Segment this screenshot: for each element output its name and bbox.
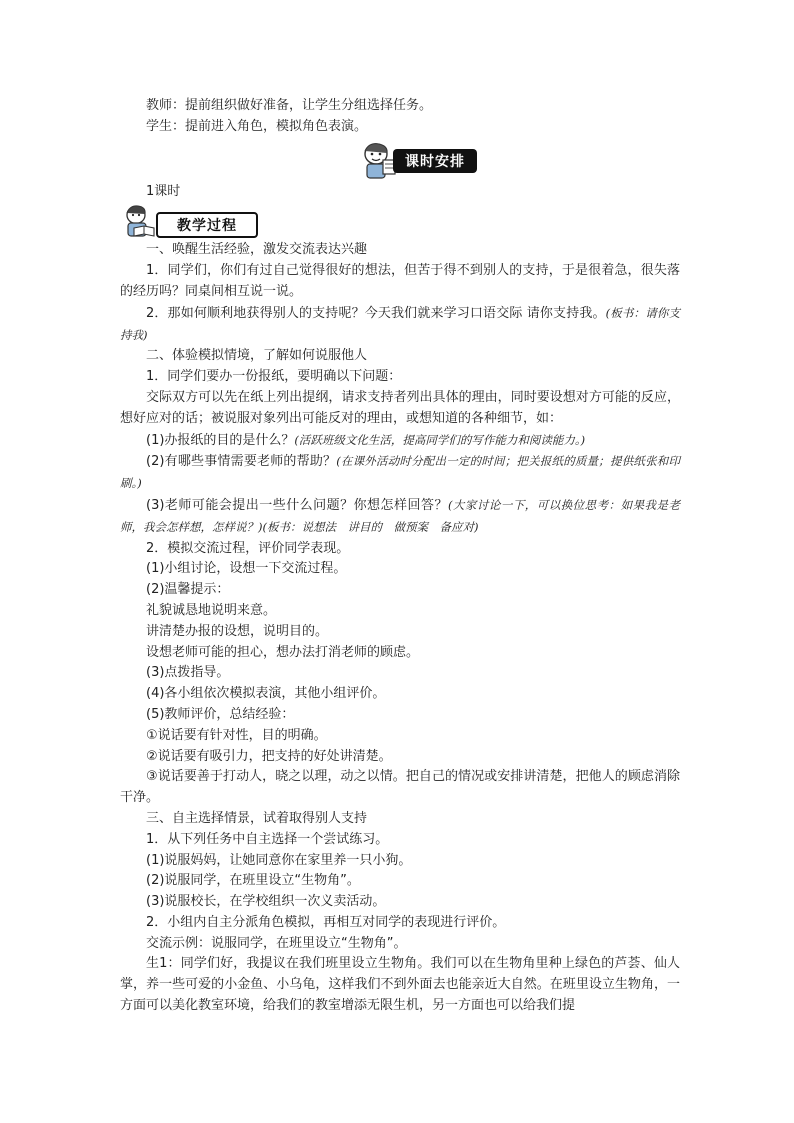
board-note: (板书：说想法 讲目的 做预案 备应对) [262,519,479,534]
lesson-content [120,96,680,1017]
paragraph: 1．同学们，你们有过自己觉得很好的想法，但苦于得不到别人的支持，于是很着急，很失落的经历吗？同桌间相互说一说。 [120,263,680,299]
tip-line: 讲清楚办报的设想，说明目的。 [146,623,329,639]
summary-point: ①说话要有针对性，目的明确。 [146,727,327,743]
part-two-heading: 二、体验模拟情境，了解如何说服他人 [146,348,368,364]
text: (2)有哪些事情需要老师的帮助？ [146,454,337,470]
example-dialogue: 生1：同学们好，我提议在我们班里设立生物角。我们可以在生物角里种上绿色的芦荟、仙人掌，养一些可爱的小金鱼、小乌龟，这样我们不到外面去也能亲近大自然。在班里设立生物角，一方面可以美化教室环境，给我们的教室增添无限生机，另一方面也可以给我们提 [120,956,680,1014]
question-item [120,451,680,495]
list-item: (3)点拨指导。 [146,665,230,681]
text: (3)老师可能会提出一些什么问题？你想怎样回答？ [146,497,448,513]
list-item: (5)教师评价，总结经验： [146,706,295,722]
board-note: (板书：请你支持我) [120,305,680,342]
paragraph: 1．从下列任务中自主选择一个尝试练习。 [146,831,389,847]
summary-point: ②说话要有吸引力，把支持的好处讲清楚。 [146,748,392,764]
section-header-process [120,204,260,238]
question-item [120,430,680,452]
part-one-heading: 一、唤醒生活经验，激发交流表达兴趣 [146,242,368,258]
question-item [120,495,680,539]
schedule-title: 课时安排 [393,149,477,173]
text: 2．那如何顺利地获得别人的支持呢？今天我们就来学习口语交际 请你支持我。 [146,305,606,321]
task-item: (1)说服妈妈，让她同意你在家里养一只小狗。 [146,852,412,868]
paragraph [120,303,680,347]
list-item: (2)温馨提示： [146,582,230,598]
answer-note: (活跃班级文化生活，提高同学们的写作能力和阅读能力。) [294,432,586,447]
example-heading: 交流示例：说服同学，在班里设立“生物角”。 [146,935,407,951]
answer-note: (在课外活动时分配出一定的时间；把关报纸的质量；提供纸张和印刷。) [120,454,680,491]
task-item: (2)说服同学，在班里设立“生物角”。 [146,873,360,889]
paragraph: 2．小组内自主分派角色模拟，再相互对同学的表现进行评价。 [146,914,506,930]
paragraph: 交际双方可以先在纸上列出提纲，请求支持者列出具体的理由，同时要设想对方可能的反应，想好应对的话；被说服对象列出可能反对的理由，或想知道的各种细节，如： [120,389,680,426]
reader-mascot-icon [120,204,160,238]
part-three-heading: 三、自主选择情景，试着取得别人支持 [146,810,368,826]
paragraph: 2．模拟交流过程，评价同学表现。 [146,540,350,556]
student-prep-line: 学生：提前进入角色，模拟角色表演。 [146,118,368,134]
answer-note: (大家讨论一下，可以换位思考：如果我是老师，我会怎样想，怎样说？) [120,497,681,534]
list-item: (4)各小组依次模拟表演，其他小组评价。 [146,686,386,702]
teacher-prep-line: 教师：提前组织做好准备，让学生分组选择任务。 [146,98,433,113]
tip-line: 礼貌诚恳地说明来意。 [146,602,277,618]
tip-line: 设想老师可能的担心，想办法打消老师的顾虑。 [146,644,420,660]
text: (1)办报纸的目的是什么？ [146,432,295,448]
list-item: (1)小组讨论，设想一下交流过程。 [146,561,347,577]
section-header-schedule [120,138,680,182]
summary-point: ③说话要善于打动人，晓之以理，动之以情。把自己的情况或安排讲清楚，把他人的顾虑消除干净。 [120,769,680,806]
task-item: (3)说服校长，在学校组织一次义卖活动。 [146,894,386,910]
paragraph: 1．同学们要办一份报纸，要明确以下问题： [146,369,402,385]
process-title: 教学过程 [156,212,258,238]
class-hours: 1课时 [146,183,181,199]
